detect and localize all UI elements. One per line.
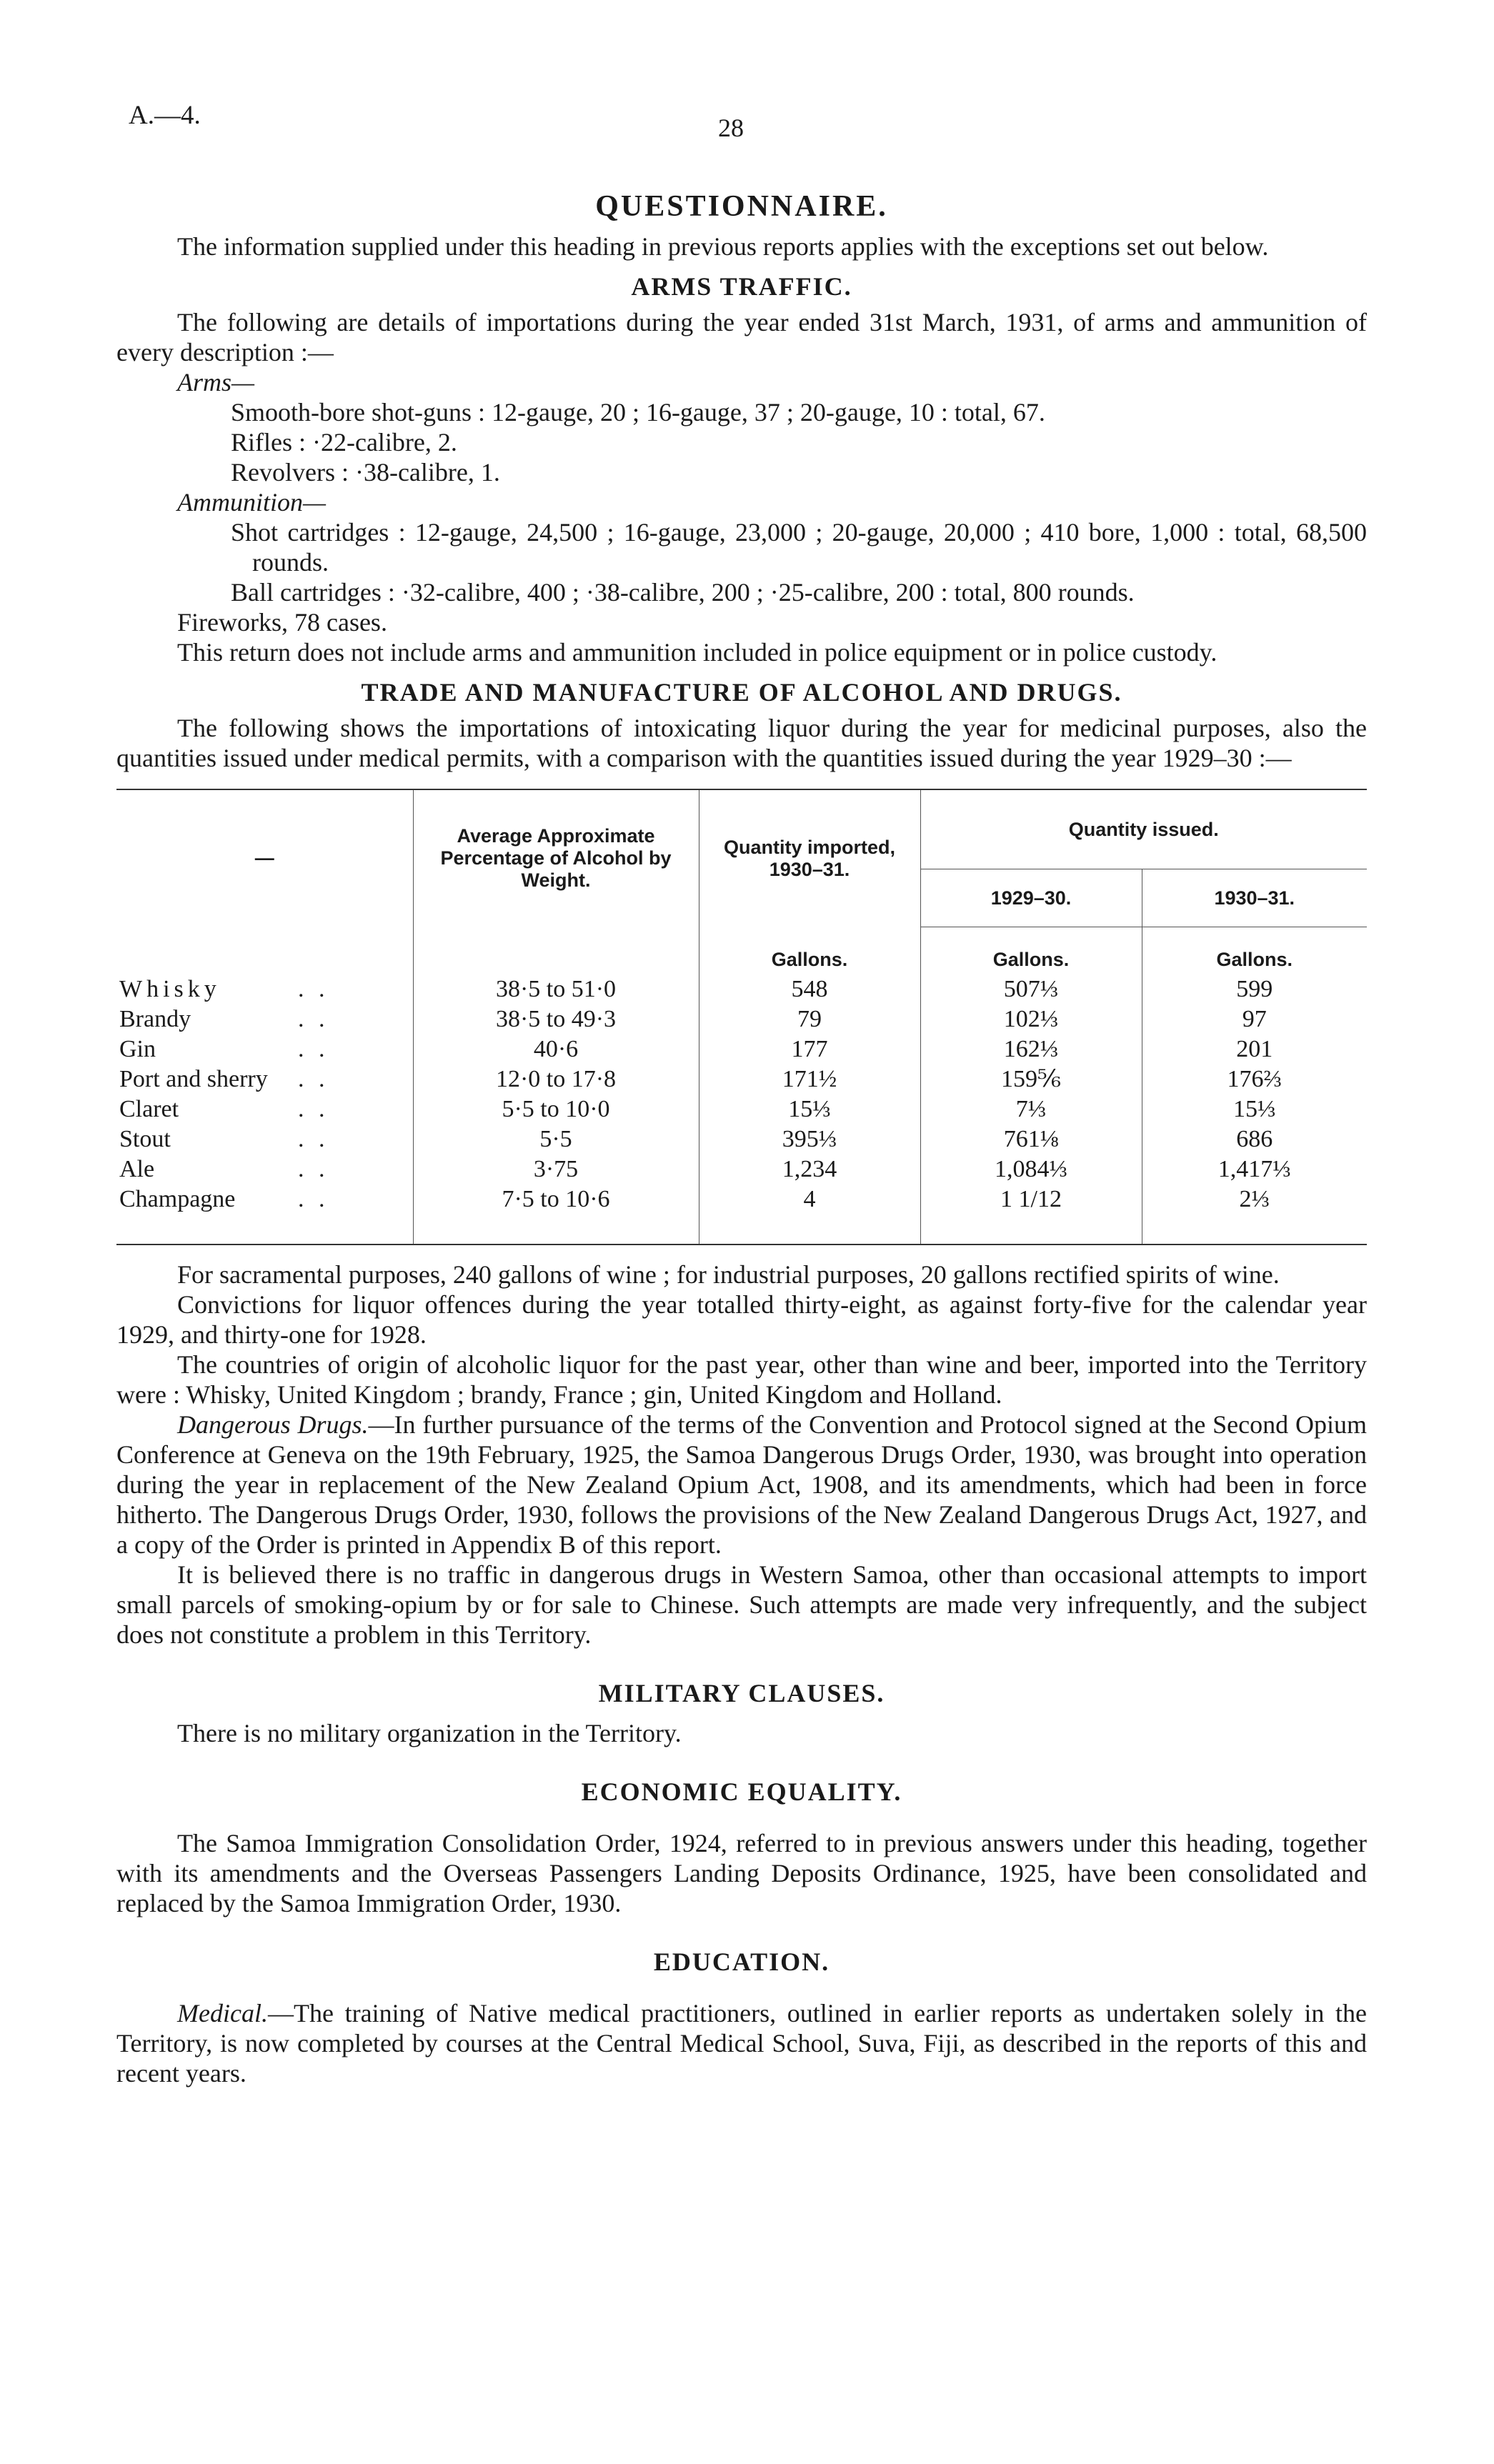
cell-percent: 38·5 to 49·3 <box>413 1004 699 1034</box>
military-heading: MILITARY CLAUSES. <box>598 1679 885 1707</box>
dangerous-drugs-paragraph <box>116 1410 1367 1560</box>
row-label: Gin <box>119 1036 156 1062</box>
unit-label: Gallons. <box>920 927 1142 975</box>
cell-issued-1929: 162⅓ <box>920 1034 1142 1064</box>
dangerous-drugs-text: —In further pursuance of the terms of the Convention and Protocol signed at the Second Opium Conference at Geneva on the 19th February, 1925, the Samoa Dangerous Drugs Order, 1930, was brought into operation during the year in replacement of the New Zealand Opium Act, 1908, and its amendments, which had been in force hitherto. The Dangerous Drugs Order, 1930, follows the provisions of the New Zealand Dangerous Drugs Act, 1927, and a copy of the Order is printed in Appendix B of this report. <box>116 1410 1367 1559</box>
cell-issued-1930: 599 <box>1236 976 1273 1002</box>
countries-paragraph: The countries of origin of alcoholic liquor for the past year, other than wine and beer, imported into the Territory were : Whisky, United Kingdom ; brandy, France ; gin, United Kingdom and Holland. <box>116 1350 1367 1409</box>
economic-heading: ECONOMIC EQUALITY. <box>581 1777 902 1806</box>
cell-issued-1929: 761⅛ <box>920 1124 1142 1154</box>
trade-intro: The following shows the importations of intoxicating liquor during the year for medicinal purposes, also the quantities issued under medical permits, with a comparison with the quantities issued during the year 1929–30 :— <box>116 714 1367 772</box>
intro-paragraph: The information supplied under this heading in previous reports applies with the exceptions set out below. <box>177 232 1269 261</box>
row-label: Ale <box>119 1156 155 1182</box>
ammunition-item: Ball cartridges : ·32-calibre, 400 ; ·38-calibre, 200 ; ·25-calibre, 200 : total, 800 rounds. <box>231 578 1135 607</box>
arms-item: Rifles : ·22-calibre, 2. <box>231 428 457 457</box>
col-header-1929: 1929–30. <box>920 869 1142 927</box>
cell-issued-1930: 1,417⅓ <box>1217 1156 1291 1182</box>
table-row <box>116 1064 1367 1094</box>
ammunition-subheading: Ammunition— <box>177 488 327 517</box>
education-lead: Medical. <box>177 1999 268 2027</box>
row-leader: . . <box>298 1066 329 1092</box>
alcohol-table <box>116 789 1367 1245</box>
cell-issued-1929: 7⅓ <box>920 1094 1142 1124</box>
ammunition-item: Shot cartridges : 12-gauge, 24,500 ; 16-gauge, 23,000 ; 20-gauge, 20,000 ; 410 bore, 1,000 : total, 68,500 rounds. <box>231 518 1367 577</box>
arms-subheading: Arms— <box>177 368 255 396</box>
cell-imported: 4 <box>699 1184 920 1214</box>
row-label: Whisky <box>119 976 221 1002</box>
row-leader: . . <box>298 1006 329 1032</box>
trade-heading: TRADE AND MANUFACTURE OF ALCOHOL AND DRUGS. <box>361 678 1122 707</box>
cell-imported: 1,234 <box>699 1154 920 1184</box>
convictions-paragraph: Convictions for liquor offences during the year totalled thirty-eight, as against forty-five for the calendar year 1929, and thirty-one for 1928. <box>116 1290 1367 1349</box>
col-header-issued: Quantity issued. <box>1068 818 1219 840</box>
cell-imported: 548 <box>699 974 920 1004</box>
table-row <box>116 1004 1367 1034</box>
cell-issued-1930: 686 <box>1236 1126 1273 1152</box>
row-label: Port and sherry <box>119 1066 268 1092</box>
row-label: Brandy <box>119 1006 191 1032</box>
cell-issued-1930: 176⅔ <box>1227 1066 1282 1092</box>
cell-issued-1930: 97 <box>1242 1006 1267 1032</box>
cell-issued-1929: 507⅓ <box>920 974 1142 1004</box>
dangerous-drugs-lead: Dangerous Drugs. <box>177 1410 369 1439</box>
cell-imported: 79 <box>699 1004 920 1034</box>
cell-percent: 5·5 to 10·0 <box>413 1094 699 1124</box>
cell-percent: 12·0 to 17·8 <box>413 1064 699 1094</box>
table-row <box>116 1154 1367 1184</box>
row-label: Claret <box>119 1096 179 1122</box>
row-leader: . . <box>298 1186 329 1212</box>
drug-traffic-paragraph: It is believed there is no traffic in dangerous drugs in Western Samoa, other than occasional attempts to import small parcels of smoking-opium by or for sale to Chinese. Such attempts are made very infrequently, and the subject does not constitute a problem in this Territory. <box>116 1560 1367 1649</box>
row-leader: . . <box>298 1096 329 1122</box>
arms-item: Revolvers : ·38-calibre, 1. <box>231 458 500 487</box>
col-header-dash: — <box>116 790 413 927</box>
education-paragraph <box>116 1998 1367 2088</box>
cell-percent: 7·5 to 10·6 <box>413 1184 699 1214</box>
unit-label: Gallons. <box>1216 949 1293 970</box>
arms-item: Smooth-bore shot-guns : 12-gauge, 20 ; 16-gauge, 37 ; 20-gauge, 10 : total, 67. <box>231 398 1045 427</box>
col-header-percentage: Average Approximate Percentage of Alcohol by Weight. <box>413 790 699 927</box>
ammunition-list <box>231 517 1367 607</box>
education-heading: EDUCATION. <box>653 1947 830 1976</box>
row-leader: . . <box>298 976 329 1002</box>
row-label: Champagne <box>119 1186 236 1212</box>
col-header-imported: Quantity imported, 1930–31. <box>699 790 920 927</box>
page-body <box>116 191 1367 2088</box>
education-text: —The training of Native medical practitioners, outlined in earlier reports as undertaken solely in the Territory, is now completed by courses at the Central Medical School, Suva, Fiji, as described in the reports of this and recent years. <box>116 1999 1367 2088</box>
col-header-1930: 1930–31. <box>1142 869 1367 927</box>
cell-issued-1929: 1,084⅓ <box>920 1154 1142 1184</box>
cell-percent: 38·5 to 51·0 <box>413 974 699 1004</box>
page-number: 28 <box>718 114 744 142</box>
cell-issued-1930: 2⅓ <box>1239 1186 1270 1212</box>
sacramental-paragraph: For sacramental purposes, 240 gallons of wine ; for industrial purposes, 20 gallons rectified spirits of wine. <box>177 1260 1280 1289</box>
arms-traffic-heading: ARMS TRAFFIC. <box>631 272 852 301</box>
military-paragraph: There is no military organization in the Territory. <box>177 1719 682 1747</box>
table-row <box>116 1184 1367 1214</box>
cell-issued-1930: 201 <box>1236 1036 1273 1062</box>
row-leader: . . <box>298 1036 329 1062</box>
cell-issued-1929: 159⅚ <box>920 1064 1142 1094</box>
cell-percent: 40·6 <box>413 1034 699 1064</box>
unit-label: Gallons. <box>699 927 920 975</box>
cell-imported: 15⅓ <box>699 1094 920 1124</box>
fireworks-line: Fireworks, 78 cases. <box>177 608 387 637</box>
cell-imported: 395⅓ <box>699 1124 920 1154</box>
table-row <box>116 1094 1367 1124</box>
row-leader: . . <box>298 1156 329 1182</box>
cell-imported: 177 <box>699 1034 920 1064</box>
table-row <box>116 1034 1367 1064</box>
cell-imported: 171½ <box>699 1064 920 1094</box>
row-leader: . . <box>298 1126 329 1152</box>
arms-note: This return does not include arms and ammunition included in police equipment or in police custody. <box>177 638 1217 667</box>
row-label: Stout <box>119 1126 171 1152</box>
report-reference: A.—4. <box>129 101 201 130</box>
page-title: QUESTIONNAIRE. <box>595 190 888 223</box>
table-row <box>116 1124 1367 1154</box>
arms-intro: The following are details of importations during the year ended 31st March, 1931, of arms and ammunition of every description :— <box>116 308 1367 366</box>
economic-paragraph: The Samoa Immigration Consolidation Order, 1924, referred to in previous answers under this heading, together with its amendments and the Overseas Passengers Landing Deposits Ordinance, 1925, have been consolidated and replaced by the Samoa Immigration Order, 1930. <box>116 1829 1367 1917</box>
table-row <box>116 974 1367 1004</box>
cell-issued-1930: 15⅓ <box>1233 1096 1276 1122</box>
cell-percent: 3·75 <box>413 1154 699 1184</box>
arms-list <box>231 397 1367 487</box>
cell-issued-1929: 102⅓ <box>920 1004 1142 1034</box>
cell-issued-1929: 1 1/12 <box>920 1184 1142 1214</box>
cell-percent: 5·5 <box>413 1124 699 1154</box>
